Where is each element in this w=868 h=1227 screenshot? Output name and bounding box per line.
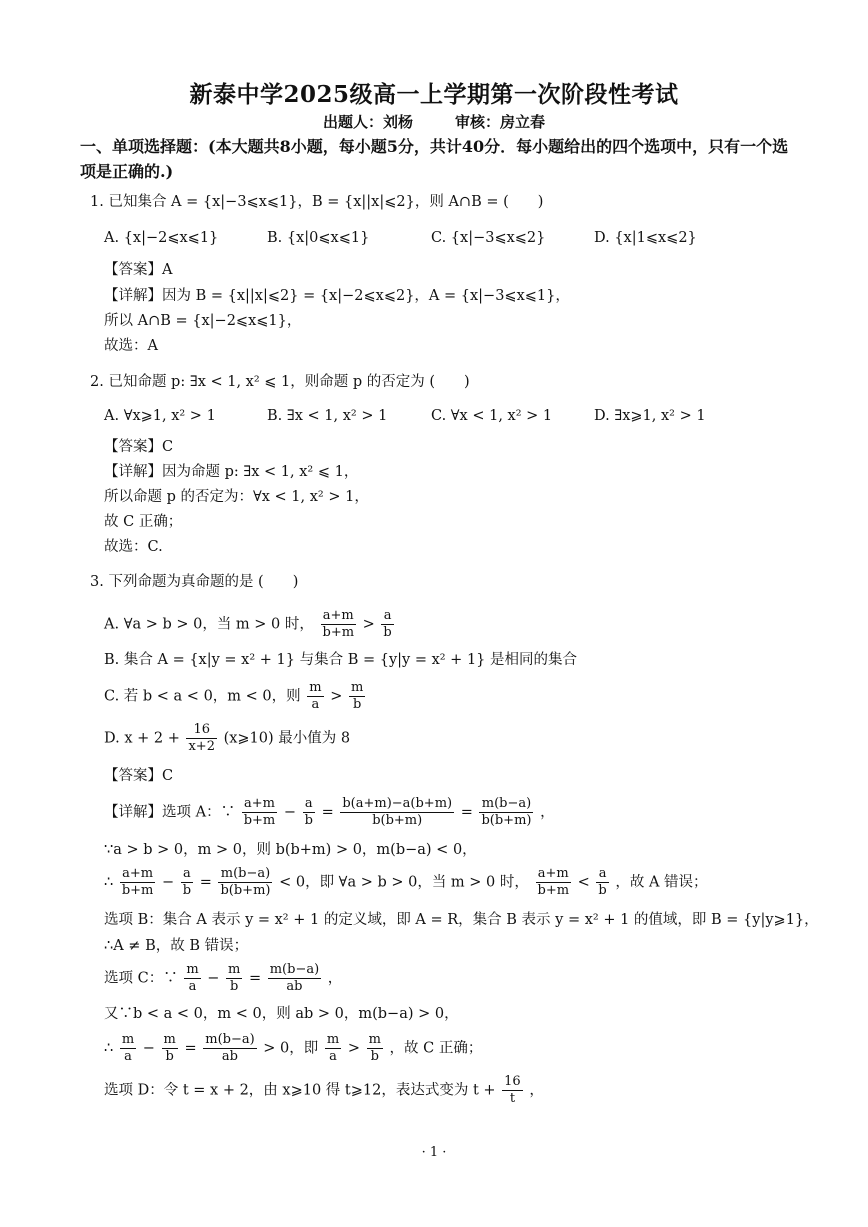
fraction: $\frac{m}{b}$ bbox=[368, 1032, 381, 1064]
fraction: $\frac{a+m}{b+m}$ bbox=[322, 608, 355, 640]
q3-detail-line: 【详解】选项 A：∵ $\frac{a+m}{b+m}$ − $\frac{a}{b}$ = $\frac{b(a+m)-a(b+m)}{b(b+m)}$ = $\frac{m(b-a)}{b(b+m)}$ ， bbox=[104, 796, 555, 828]
q1-option-a: A. {x|−2⩽x⩽1} bbox=[104, 230, 219, 246]
fraction: $\frac{16}{t}$ bbox=[504, 1074, 521, 1106]
text: A. ∀a > b > 0，当 m > 0 时， bbox=[104, 616, 314, 633]
fraction: $\frac{a+m}{b+m}$ bbox=[537, 866, 570, 898]
page-number: · 1 · bbox=[421, 1145, 447, 1160]
fraction: $\frac{m(b-a)}{b(b+m)}$ bbox=[220, 866, 271, 898]
q1-detail-line: 故选：A bbox=[104, 338, 158, 354]
q2-option-c: C. ∀x < 1, x² > 1 bbox=[431, 408, 553, 424]
fraction: $\frac{m(b-a)}{b(b+m)}$ bbox=[481, 796, 532, 828]
fraction: $\frac{m}{b}$ bbox=[350, 680, 364, 712]
fraction: $\frac{m(b-a)}{ab}$ bbox=[205, 1032, 255, 1064]
fraction: $\frac{m}{a}$ bbox=[121, 1032, 135, 1064]
q1-detail-line: 所以 A∩B = {x|−2⩽x⩽1}， bbox=[104, 313, 302, 329]
page-title: 新泰中学2025级高一上学期第一次阶段性考试 bbox=[189, 81, 679, 108]
fraction: $\frac{a}{b}$ bbox=[598, 866, 607, 898]
q3-detail-line: ∴A ≠ B，故 B 错误； bbox=[104, 938, 249, 954]
q1-answer: 【答案】A bbox=[104, 262, 173, 278]
fraction: $\frac{a+m}{b+m}$ bbox=[121, 866, 154, 898]
fraction: $\frac{a}{b}$ bbox=[304, 796, 313, 828]
fraction: $\frac{m}{b}$ bbox=[228, 962, 241, 994]
q2-option-a: A. ∀x⩾1, x² > 1 bbox=[104, 408, 216, 424]
q2-option-d: D. ∃x⩾1, x² > 1 bbox=[594, 408, 706, 424]
section-heading: 一、单项选择题：(本大题共8小题，每小题5分，共计40分．每小题给出的四个选项中，只有一个选项是正确的.) bbox=[80, 137, 789, 181]
q3-detail-line: 选项 C：∵ $\frac{m}{a}$ − $\frac{m}{b}$ = $\frac{m(b-a)}{ab}$ ， bbox=[104, 962, 343, 994]
q2-detail-line: 【详解】因为命题 p: ∃x < 1, x² ⩽ 1， bbox=[104, 464, 359, 480]
fraction: $\frac{m(b-a)}{ab}$ bbox=[269, 962, 320, 994]
q3-detail-line: 选项 B：集合 A 表示 y = x² + 1 的定义域，即 A = R，集合 B 表示 y = x² + 1 的值域，即 B = {y|y⩾1}， bbox=[104, 912, 819, 928]
fraction: $\frac{b(a+m)-a(b+m)}{b(b+m)}$ bbox=[342, 796, 453, 828]
fraction: $\frac{a+m}{b+m}$ bbox=[243, 796, 276, 828]
q3-detail-line: 选项 D：令 t = x + 2，由 x⩾10 得 t⩾12，表达式变为 t + $\frac{16}{t}$ ， bbox=[104, 1074, 544, 1106]
q3-option-b: B. 集合 A = {x|y = x² + 1} 与集合 B = {y|y = x² + 1} 是相同的集合 bbox=[104, 652, 577, 668]
q1-option-d: D. {x|1⩽x⩽2} bbox=[594, 230, 697, 246]
q3-detail-line: ∵a > b > 0，m > 0，则 b(b+m) > 0，m(b−a) < 0， bbox=[104, 842, 477, 858]
q3-detail-line: ∴ $\frac{a+m}{b+m}$ − $\frac{a}{b}$ = $\frac{m(b-a)}{b(b+m)}$ < 0，即 ∀a > b > 0，当 m > 0 时， $\frac{a+m}{b+m}$ < $\frac{a}{b}$ ，故 A 错误； bbox=[104, 866, 708, 898]
q2-detail-line: 故 C 正确； bbox=[104, 514, 183, 530]
q3-detail-line: ∴ $\frac{m}{a}$ − $\frac{m}{b}$ = $\frac{m(b-a)}{ab}$ > 0，即 $\frac{m}{a}$ > $\frac{m}{b}$ ，故 C 正确； bbox=[104, 1032, 483, 1064]
q3-stem: 3. 下列命题为真命题的是 ( ) bbox=[90, 574, 299, 590]
q1-detail-line: 【详解】因为 B = {x||x|⩽2} = {x|−2⩽x⩽2}，A = {x|−3⩽x⩽1}， bbox=[104, 288, 570, 304]
fraction: $\frac{16}{x+2}$ bbox=[188, 722, 215, 754]
reviewer: 审核：房立春 bbox=[455, 113, 546, 131]
author: 出题人：刘杨 bbox=[322, 113, 413, 131]
q3-answer: 【答案】C bbox=[104, 768, 174, 784]
q2-option-b: B. ∃x < 1, x² > 1 bbox=[267, 408, 388, 424]
q1-stem: 1. 已知集合 A = {x|−3⩽x⩽1}，B = {x||x|⩽2}，则 A∩B = ( ) bbox=[90, 194, 544, 210]
q2-detail-line: 故选：C. bbox=[104, 539, 163, 555]
q2-answer: 【答案】C bbox=[104, 439, 174, 455]
q2-stem: 2. 已知命题 p: ∃x < 1, x² ⩽ 1，则命题 p 的否定为 ( ) bbox=[90, 374, 470, 390]
fraction: $\frac{m}{b}$ bbox=[163, 1032, 176, 1064]
q3-option-a: A. ∀a > b > 0，当 m > 0 时， $\frac{a+m}{b+m}$ > $\frac{a}{b}$ bbox=[104, 608, 392, 640]
q2-detail-line: 所以命题 p 的否定为：∀x < 1, x² > 1， bbox=[104, 489, 369, 505]
q3-option-c: C. 若 b < a < 0，m < 0，则 $\frac{m}{a}$ > $\frac{m}{b}$ bbox=[104, 680, 364, 712]
fraction: $\frac{a}{b}$ bbox=[182, 866, 192, 898]
fraction: $\frac{m}{a}$ bbox=[186, 962, 199, 994]
q3-option-d: D. x + 2 + $\frac{16}{x+2}$ (x⩾10) 最小值为 8 bbox=[104, 722, 351, 754]
fraction: $\frac{a}{b}$ bbox=[383, 608, 392, 640]
q1-option-c: C. {x|−3⩽x⩽2} bbox=[431, 230, 546, 246]
fraction: $\frac{m}{a}$ bbox=[309, 680, 322, 712]
q3-detail-line: 又∵b < a < 0，m < 0，则 ab > 0，m(b−a) > 0， bbox=[104, 1006, 459, 1022]
author-line bbox=[0, 111, 868, 132]
fraction: $\frac{m}{a}$ bbox=[326, 1032, 340, 1064]
q1-option-b: B. {x|0⩽x⩽1} bbox=[267, 230, 370, 246]
